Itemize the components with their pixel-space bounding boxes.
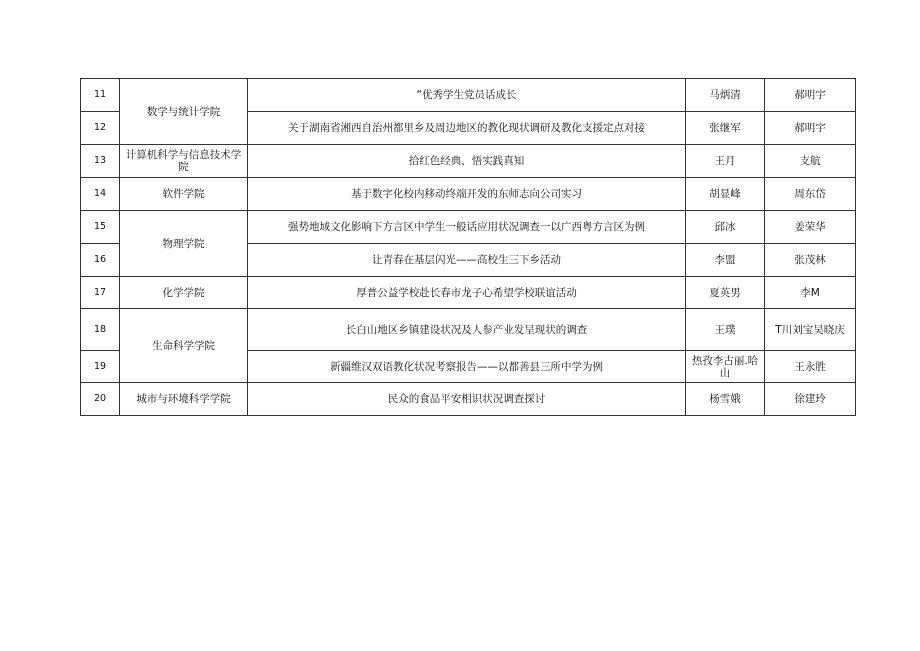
- project-title: 长白山地区乡镇建设状况及人参产业发呈现状的调查: [248, 309, 686, 351]
- project-leader: 张继军: [686, 112, 765, 145]
- project-advisor: 徐建玲: [765, 383, 856, 416]
- row-number: 16: [81, 244, 120, 277]
- project-advisor: 周东岱: [765, 178, 856, 211]
- project-advisor: 郝明宇: [765, 79, 856, 112]
- project-leader: 马炳清: [686, 79, 765, 112]
- row-number: 12: [81, 112, 120, 145]
- table-row: [81, 178, 856, 211]
- project-leader: 王月: [686, 145, 765, 178]
- row-number: 13: [81, 145, 120, 178]
- row-number: 11: [81, 79, 120, 112]
- project-advisor: 王永胜: [765, 351, 856, 383]
- project-title: 厚普公益学校赴长春市龙子心希望学校联谊活动: [248, 277, 686, 309]
- table-row: [81, 145, 856, 178]
- row-number: 15: [81, 211, 120, 244]
- project-advisor: 姜荣华: [765, 211, 856, 244]
- table-row: [81, 79, 856, 112]
- row-number: 20: [81, 383, 120, 416]
- row-number: 14: [81, 178, 120, 211]
- project-title: 新疆维汉双语教化状况考察报告——以都善县三所中学为例: [248, 351, 686, 383]
- project-leader: 夏英男: [686, 277, 765, 309]
- college-name: 化学学院: [120, 277, 248, 309]
- table-row: [81, 277, 856, 309]
- college-name: 物理学院: [120, 211, 248, 277]
- college-name: 软件学院: [120, 178, 248, 211]
- row-number: 17: [81, 277, 120, 309]
- project-leader: 胡显峰: [686, 178, 765, 211]
- college-name: 生命科学学院: [120, 309, 248, 383]
- row-number: 18: [81, 309, 120, 351]
- row-number: 19: [81, 351, 120, 383]
- project-title: 关于湖南省湘西自治州都里乡及周边地区的教化现状调研及教化支援定点对接: [248, 112, 686, 145]
- project-leader: 热孜李古丽.哈山: [686, 351, 765, 383]
- table-row: [81, 383, 856, 416]
- project-leader: 杨雪娥: [686, 383, 765, 416]
- college-name: 数学与统计学院: [120, 79, 248, 145]
- college-name: 城市与环境科学学院: [120, 383, 248, 416]
- table-row: [81, 211, 856, 244]
- project-advisor: T川刘宝吴晓庆: [765, 309, 856, 351]
- project-title: 强势地域文化影响下方言区中学生一般话应用状况调查一以广西粤方言区为例: [248, 211, 686, 244]
- project-leader: 李盟: [686, 244, 765, 277]
- project-title: “优秀学生党员话成长: [248, 79, 686, 112]
- project-advisor: 支航: [765, 145, 856, 178]
- college-name: 计算机科学与信息技术学院: [120, 145, 248, 178]
- table-row: [81, 309, 856, 351]
- project-title: 拾红色经典，悟实践真知: [248, 145, 686, 178]
- project-advisor: 张茂林: [765, 244, 856, 277]
- project-advisor: 郝明宇: [765, 112, 856, 145]
- project-title: 基于数字化校内移动终端开发的东师志向公司实习: [248, 178, 686, 211]
- project-leader: 邱冰: [686, 211, 765, 244]
- project-advisor: 李M: [765, 277, 856, 309]
- project-title: 民众的食品平安相识状况调查探讨: [248, 383, 686, 416]
- project-table: [80, 78, 856, 416]
- project-leader: 王璞: [686, 309, 765, 351]
- project-title: 让青春在基层闪光——高校生三下乡活动: [248, 244, 686, 277]
